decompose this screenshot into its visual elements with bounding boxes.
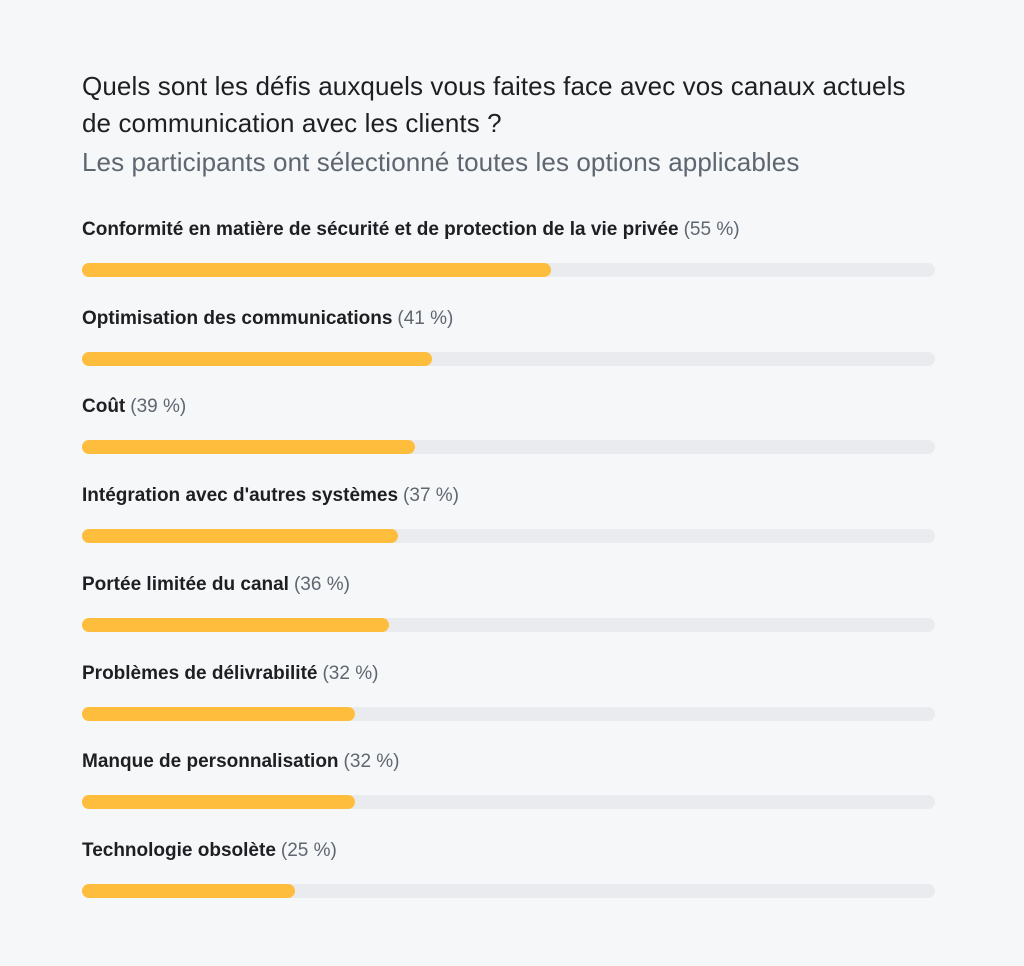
bar-track: [82, 795, 935, 809]
bar-row: [82, 839, 935, 899]
value-label: (32 %): [343, 751, 400, 773]
bar-track: [82, 618, 935, 632]
category-label: Conformité en matière de sécurité et de protection de la vie privée: [82, 219, 679, 240]
chart-title: Quels sont les défis auxquels vous faites face avec vos canaux actuels de communication avec les clients ?: [82, 71, 906, 138]
bar-row: [82, 573, 935, 633]
bar-label: [82, 307, 453, 331]
bar-track: [82, 529, 935, 543]
bar-label: [82, 395, 186, 419]
category-label: Portée limitée du canal: [82, 573, 289, 595]
bar-row: [82, 395, 935, 455]
value-label: (32 %): [322, 662, 379, 684]
value-label: (37 %): [403, 485, 460, 507]
bar-row: [82, 484, 935, 544]
category-label: Problèmes de délivrabilité: [82, 662, 318, 684]
category-label: Coût: [82, 396, 126, 418]
value-label: (55 %): [683, 219, 740, 240]
category-label: Optimisation des communications: [82, 307, 393, 329]
bar: [82, 263, 551, 277]
value-label: (25 %): [280, 839, 337, 861]
bar: [82, 618, 389, 632]
bar-track: [82, 707, 935, 721]
bar-label: [82, 750, 400, 774]
bar: [82, 707, 355, 721]
bar-label: [82, 662, 378, 686]
bar-row: [82, 218, 935, 278]
bar-label: [82, 484, 459, 508]
bar-label: [82, 839, 337, 863]
bar-track: [82, 440, 935, 454]
category-label: Intégration avec d'autres systèmes: [82, 485, 399, 507]
chart-subtitle: Les participants ont sélectionné toutes les options applicables: [82, 147, 800, 177]
bar-row: [82, 662, 935, 722]
bar: [82, 884, 295, 898]
category-label: Manque de personnalisation: [82, 751, 339, 773]
bar-track: [82, 263, 935, 277]
value-label: (41 %): [397, 307, 454, 329]
category-label: Technologie obsolète: [82, 839, 276, 861]
bar-row: [82, 307, 935, 367]
bar-label: [82, 218, 740, 242]
bar-row: [82, 750, 935, 810]
bar-label: [82, 573, 350, 597]
bar: [82, 795, 355, 809]
bar: [82, 440, 415, 454]
bar: [82, 352, 432, 366]
bar: [82, 529, 398, 543]
value-label: (36 %): [293, 573, 350, 595]
value-label: (39 %): [130, 396, 187, 418]
survey-card: [82, 68, 935, 861]
bar-track: [82, 884, 935, 898]
bar-track: [82, 352, 935, 366]
